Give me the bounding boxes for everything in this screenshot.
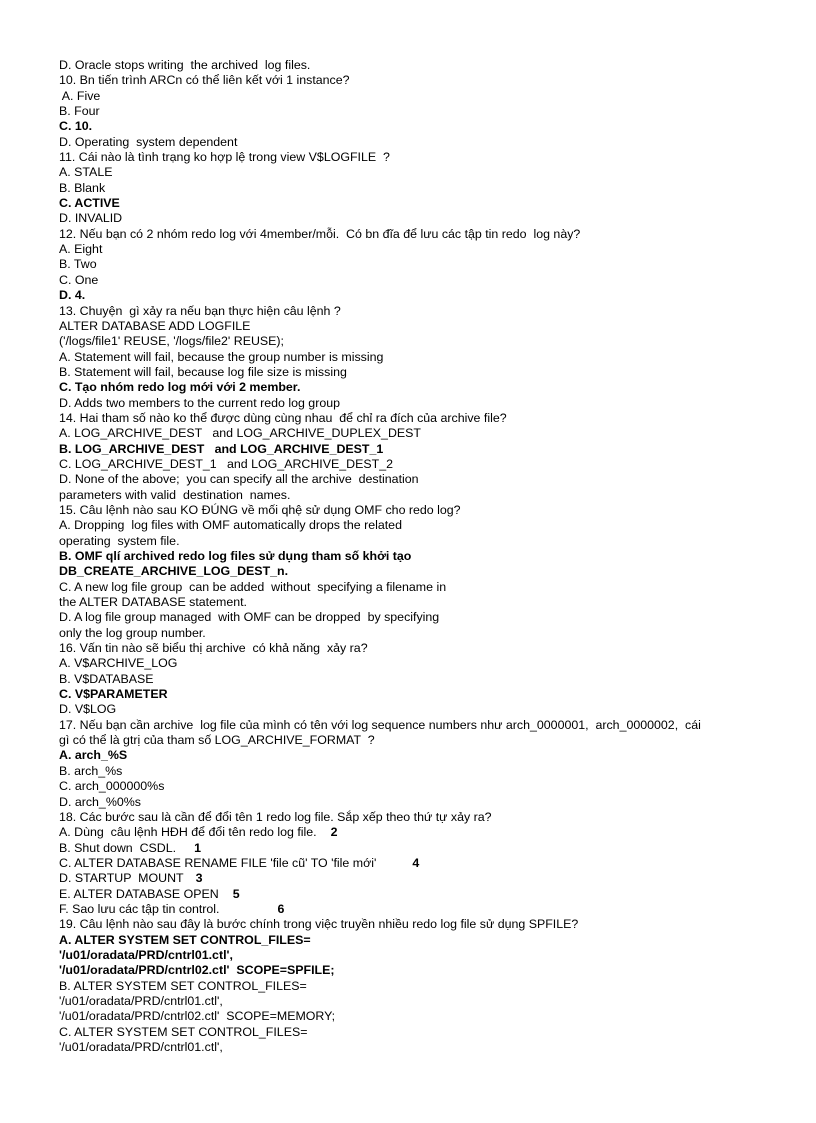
text-line (59, 825, 799, 840)
text-line (59, 150, 799, 165)
line-text: ('/logs/file1' REUSE, '/logs/file2' REUSE); (59, 334, 284, 349)
text-line (59, 119, 799, 134)
text-line (59, 887, 799, 902)
text-line (59, 380, 799, 395)
step-order-number: 3 (195, 871, 203, 886)
line-text: C. ALTER SYSTEM SET CONTROL_FILES= (59, 1024, 308, 1039)
text-line (59, 626, 799, 641)
text-line (59, 963, 799, 978)
line-text: B. Blank (59, 180, 106, 195)
line-text: B. Statement will fail, because log file size is missing (59, 364, 347, 379)
line-text: 18. Các bước sau là cần để đổi tên 1 redo log file. Sắp xếp theo thứ tự xảy ra? (59, 809, 492, 824)
line-text: C. 10. (59, 119, 93, 134)
text-line (59, 933, 799, 948)
text-line (59, 242, 799, 257)
line-text: C. LOG_ARCHIVE_DEST_1 and LOG_ARCHIVE_DEST_2 (59, 456, 393, 471)
text-line (59, 457, 799, 472)
line-text: B. LOG_ARCHIVE_DEST and LOG_ARCHIVE_DEST_1 (59, 441, 384, 456)
line-text: A. ALTER SYSTEM SET CONTROL_FILES= (59, 932, 311, 947)
line-text: 14. Hai tham số nào ko thể được dùng cùng nhau để chỉ ra đích của archive file? (59, 410, 507, 425)
text-line (59, 948, 799, 963)
step-order-number: 5 (232, 886, 240, 901)
line-text: DB_CREATE_ARCHIVE_LOG_DEST_n. (59, 564, 289, 579)
step-order-number: 2 (330, 825, 338, 840)
line-text: 16. Vấn tin nào sẽ biểu thị archive có khả năng xảy ra? (59, 641, 368, 656)
text-line (59, 610, 799, 625)
text-line (59, 488, 799, 503)
line-text: '/u01/oradata/PRD/cntrl02.ctl' SCOPE=SPFILE; (59, 963, 335, 978)
text-line (59, 426, 799, 441)
text-line (59, 733, 799, 748)
text-line (59, 841, 799, 856)
line-text: D. A log file group managed with OMF can be dropped by specifying (59, 610, 440, 625)
line-text: D. STARTUP MOUNT (59, 871, 184, 886)
line-text: D. 4. (59, 288, 86, 303)
text-line (59, 748, 799, 763)
text-line (59, 350, 799, 365)
line-text: C. ALTER DATABASE RENAME FILE 'file cũ' TO 'file mới' (59, 855, 377, 870)
line-text: D. arch_%0%s (59, 794, 141, 809)
text-line (59, 580, 799, 595)
line-text: C. V$PARAMETER (59, 687, 168, 702)
text-line (59, 902, 799, 917)
line-text: gì có thể là gtrị của tham số LOG_ARCHIVE_FORMAT ? (59, 733, 375, 748)
text-line (59, 810, 799, 825)
text-line (59, 304, 799, 319)
text-line (59, 89, 799, 104)
text-line (59, 334, 799, 349)
text-line (59, 396, 799, 411)
text-line (59, 795, 799, 810)
line-text: 10. Bn tiến trình ARCn có thể liên kết với 1 instance? (59, 73, 350, 88)
text-line (59, 779, 799, 794)
line-text: A. Dùng câu lệnh HĐH để đổi tên redo log file. (59, 825, 317, 840)
line-text: D. Operating system dependent (59, 134, 238, 149)
text-line (59, 672, 799, 687)
text-line (59, 764, 799, 779)
text-line (59, 994, 799, 1009)
line-text: C. Tạo nhóm redo log mới với 2 member. (59, 380, 301, 395)
text-line (59, 503, 799, 518)
text-line (59, 181, 799, 196)
line-text: C. One (59, 272, 99, 287)
line-text: B. OMF qlí archived redo log files sử dụng tham số khởi tạo (59, 549, 412, 563)
line-text: A. Dropping log files with OMF automatically drops the related (59, 518, 402, 533)
step-order-number: 4 (412, 855, 420, 870)
text-line (59, 165, 799, 180)
text-line (59, 917, 799, 932)
text-line (59, 135, 799, 150)
text-line (59, 871, 799, 886)
line-text: A. arch_%S (59, 748, 128, 763)
line-text: B. Four (59, 104, 100, 119)
line-text: operating system file. (59, 533, 180, 548)
line-text: 15. Câu lệnh nào sau KO ĐÚNG về mối qhệ sử dụng OMF cho redo log? (59, 502, 461, 517)
text-line (59, 534, 799, 549)
line-text: 19. Câu lệnh nào sau đây là bước chính trong việc truyền nhiều redo log file sử dụng SPFILE? (59, 917, 579, 932)
text-line (59, 58, 799, 73)
line-text: the ALTER DATABASE statement. (59, 595, 247, 610)
line-text: A. Eight (59, 242, 103, 257)
line-text: B. arch_%s (59, 763, 123, 778)
text-line (59, 564, 799, 579)
line-text: D. Adds two members to the current redo log group (59, 395, 340, 410)
text-line (59, 687, 799, 702)
line-text: 11. Cái nào là tình trạng ko hợp lệ trong view V$LOGFILE ? (59, 150, 390, 165)
line-text: B. V$DATABASE (59, 671, 154, 686)
document-page (59, 58, 799, 1055)
text-line (59, 702, 799, 717)
text-line (59, 227, 799, 242)
line-text: A. Statement will fail, because the group number is missing (59, 349, 384, 364)
line-text: B. ALTER SYSTEM SET CONTROL_FILES= (59, 978, 307, 993)
line-text: 12. Nếu bạn có 2 nhóm redo log với 4member/mỗi. Có bn đĩa để lưu các tập tin redo log này? (59, 226, 581, 241)
text-line (59, 1025, 799, 1040)
line-text: '/u01/oradata/PRD/cntrl02.ctl' SCOPE=MEMORY; (59, 1009, 336, 1024)
line-text: B. Two (59, 257, 97, 272)
line-text: D. V$LOG (59, 702, 117, 717)
text-line (59, 518, 799, 533)
text-line (59, 365, 799, 380)
text-line (59, 196, 799, 211)
text-line (59, 104, 799, 119)
text-line (59, 411, 799, 426)
line-text: A. STALE (59, 165, 113, 180)
line-text: 17. Nếu bạn cần archive log file của mình có tên với log sequence numbers như arch_0000001, arch_0000002, cái (59, 717, 701, 732)
line-text: only the log group number. (59, 625, 206, 640)
line-text: D. None of the above; you can specify all the archive destination (59, 472, 419, 487)
text-line (59, 211, 799, 226)
line-text: D. Oracle stops writing the archived log files. (59, 58, 311, 72)
text-line (59, 549, 799, 564)
text-line (59, 856, 799, 871)
text-line (59, 1009, 799, 1024)
text-line (59, 472, 799, 487)
line-text: A. Five (59, 88, 101, 103)
text-line (59, 257, 799, 272)
text-line (59, 1040, 799, 1055)
line-text: D. INVALID (59, 211, 123, 226)
line-text: B. Shut down CSDL. (59, 840, 177, 855)
text-line (59, 288, 799, 303)
line-text: F. Sao lưu các tập tin control. (59, 901, 220, 916)
text-line (59, 656, 799, 671)
line-text: parameters with valid destination names. (59, 487, 291, 502)
line-text: 13. Chuyện gì xảy ra nếu bạn thực hiện câu lệnh ? (59, 303, 341, 318)
text-line (59, 595, 799, 610)
line-text: C. arch_000000%s (59, 779, 165, 794)
text-line (59, 641, 799, 656)
line-text: '/u01/oradata/PRD/cntrl01.ctl', (59, 947, 233, 962)
line-text: C. A new log file group can be added without specifying a filename in (59, 579, 447, 594)
line-text: '/u01/oradata/PRD/cntrl01.ctl', (59, 1040, 223, 1054)
line-text: ALTER DATABASE ADD LOGFILE (59, 318, 251, 333)
step-order-number: 1 (194, 840, 201, 855)
line-text: '/u01/oradata/PRD/cntrl01.ctl', (59, 993, 223, 1008)
line-text: A. LOG_ARCHIVE_DEST and LOG_ARCHIVE_DUPLEX_DEST (59, 426, 421, 441)
line-text: E. ALTER DATABASE OPEN (59, 886, 219, 901)
text-line (59, 718, 799, 733)
text-line (59, 273, 799, 288)
text-line (59, 73, 799, 88)
line-text: A. V$ARCHIVE_LOG (59, 656, 178, 671)
text-line (59, 979, 799, 994)
text-line (59, 442, 799, 457)
step-order-number: 6 (277, 901, 285, 916)
line-text: C. ACTIVE (59, 196, 120, 211)
text-line (59, 319, 799, 334)
